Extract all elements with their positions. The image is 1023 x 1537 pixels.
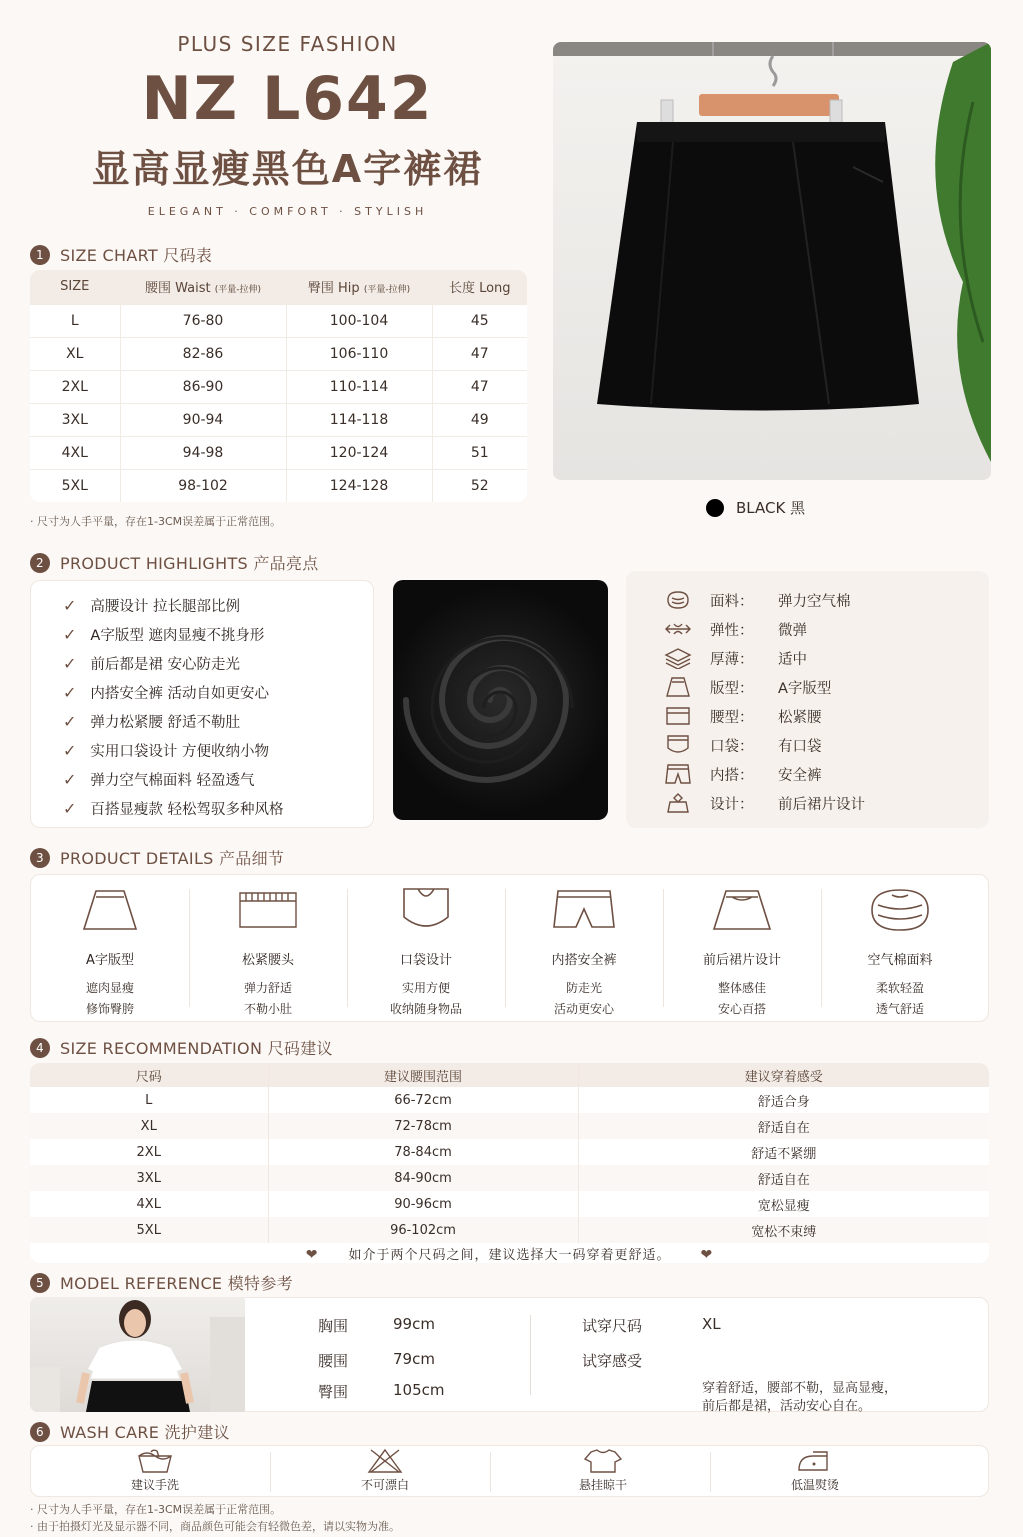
section-title-text: PRODUCT DETAILS 产品细节	[60, 849, 285, 868]
spec-key: 弹性：	[710, 622, 754, 639]
detail-title: A字版型	[86, 953, 134, 968]
air-cotton-icon	[868, 885, 932, 935]
table-cell: 2XL	[136, 1144, 161, 1160]
wash-label: 低温熨烫	[790, 1478, 839, 1492]
detail-line2: 不勒小肚	[243, 1002, 292, 1016]
detail-safety-shorts	[505, 885, 663, 1016]
color-swatch	[706, 499, 724, 517]
model-hip-value: 105cm	[393, 1381, 445, 1399]
wash-hang-dry	[483, 1446, 723, 1496]
table-row	[30, 1217, 989, 1243]
wash-label: 不可漂白	[360, 1478, 409, 1492]
section-recommendation-title	[30, 1036, 333, 1059]
product-photo	[553, 42, 991, 480]
color-label-text: BLACK 黑	[736, 499, 806, 517]
model-waist-key: 腰围	[318, 1352, 349, 1370]
table-row	[30, 1087, 989, 1113]
layers-icon	[664, 647, 692, 669]
highlights-card	[30, 580, 374, 828]
table-row	[30, 436, 527, 469]
detail-line2: 修饰臀胯	[85, 1002, 134, 1016]
detail-line1: 弹力舒适	[243, 981, 292, 995]
heart-icon: ❤	[305, 1247, 319, 1263]
table-cell: 66-72cm	[268, 1087, 578, 1113]
size-chart-table	[30, 270, 527, 502]
section-title-text: PRODUCT HIGHLIGHTS 产品亮点	[60, 554, 319, 573]
detail-title: 内搭安全裤	[551, 953, 617, 968]
detail-line2: 透气舒适	[875, 1002, 924, 1016]
model-feel-line2: 前后都是裙，活动安心自在。	[702, 1399, 872, 1414]
section-size-chart-title	[30, 243, 212, 266]
wash-no-bleach	[265, 1446, 505, 1496]
col-header-feel: 建议穿着感受	[578, 1063, 989, 1087]
size-note: · 尺寸为人手平量，存在1-3CM误差属于正常范围。	[30, 515, 282, 528]
table-row	[30, 337, 527, 370]
table-cell: 47	[432, 370, 527, 403]
skirt-panel-icon	[710, 885, 774, 935]
spec-value: 前后裙片设计	[778, 796, 865, 813]
fabric-icon	[664, 589, 692, 611]
spec-key: 腰型：	[710, 709, 754, 726]
model-illustration	[30, 1297, 245, 1412]
table-cell: XL	[30, 337, 120, 370]
spec-value: 微弹	[778, 622, 807, 639]
model-bust-value: 99cm	[393, 1315, 435, 1333]
highlight-item	[63, 740, 269, 761]
spec-value: 弹力空气棉	[778, 593, 851, 610]
highlight-item	[63, 711, 240, 732]
no-bleach-icon	[365, 1448, 405, 1474]
col-header-hip-note: (平量-拉伸)	[363, 285, 411, 296]
table-cell: 舒适不紧绷	[578, 1139, 989, 1165]
low-iron-icon	[795, 1448, 835, 1474]
table-cell: 3XL	[30, 403, 120, 436]
spec-card	[626, 571, 989, 828]
col-header-size: SIZE	[30, 270, 120, 304]
highlight-text: 内搭安全裤 活动自如更安心	[90, 686, 270, 702]
table-cell: XL	[30, 1113, 268, 1139]
highlight-item	[63, 769, 255, 790]
highlight-text: 百搭显瘦款 轻松驾驭多种风格	[90, 802, 284, 818]
detail-a-line	[31, 885, 189, 1016]
table-cell: 78-84cm	[268, 1139, 578, 1165]
spec-row-stretch	[664, 618, 807, 640]
table-header-row	[30, 270, 527, 304]
table-cell: 100-104	[286, 304, 432, 337]
detail-line1: 实用方便	[401, 981, 450, 995]
section-number: 3	[30, 848, 50, 868]
pocket-icon	[664, 734, 692, 756]
detail-air-cotton	[821, 885, 979, 1016]
col-header-waist-note: (平量-拉伸)	[214, 285, 262, 296]
detail-line1: 遮肉显瘦	[85, 981, 134, 995]
table-cell: 4XL	[30, 436, 120, 469]
spec-row-fit	[664, 676, 831, 698]
heart-icon: ❤	[700, 1247, 714, 1263]
stretch-icon	[664, 618, 692, 640]
detail-line2: 收纳随身物品	[389, 1002, 462, 1016]
table-cell: 110-114	[286, 370, 432, 403]
section-number: 4	[30, 1038, 50, 1058]
section-wash-title	[30, 1420, 230, 1443]
table-cell: 52	[432, 469, 527, 502]
col-header-long: 长度 Long	[432, 270, 527, 304]
highlight-item	[63, 653, 240, 674]
product-title: 显高显瘦黑色A字裤裙	[91, 147, 484, 191]
spec-key: 厚薄：	[710, 651, 754, 668]
color-option	[706, 497, 805, 518]
table-cell: 72-78cm	[268, 1113, 578, 1139]
wash-low-iron	[695, 1446, 935, 1496]
detail-skirt-panel	[663, 885, 821, 1016]
table-cell: 舒适合身	[578, 1087, 989, 1113]
hang-dry-icon	[583, 1448, 623, 1474]
table-row	[30, 1165, 989, 1191]
table-cell: 49	[432, 403, 527, 436]
table-cell: 124-128	[286, 469, 432, 502]
section-model-title	[30, 1271, 293, 1294]
detail-line1: 整体感佳	[717, 981, 766, 995]
table-cell: 45	[432, 304, 527, 337]
table-cell: 84-90cm	[268, 1165, 578, 1191]
detail-title: 前后裙片设计	[702, 953, 781, 968]
table-cell: 94-98	[120, 436, 286, 469]
shorts-icon	[664, 763, 692, 785]
section-title-text: SIZE RECOMMENDATION 尺码建议	[60, 1039, 333, 1058]
spec-key: 版型：	[710, 680, 754, 697]
recommendation-table	[30, 1063, 989, 1243]
divider	[530, 1315, 531, 1395]
table-cell: 82-86	[120, 337, 286, 370]
recommendation-table-card	[30, 1063, 989, 1263]
spec-row-lining	[664, 763, 822, 785]
highlight-text: 前后都是裙 安心防走光	[90, 657, 241, 673]
table-cell: 47	[432, 337, 527, 370]
brand-kicker: PLUS SIZE FASHION	[177, 32, 398, 56]
highlight-text: 弹力空气棉面料 轻盈透气	[90, 773, 255, 789]
model-hip-key: 臀围	[318, 1383, 349, 1401]
col-header-size: 尺码	[30, 1063, 268, 1087]
section-number: 2	[30, 553, 50, 573]
table-cell: 120-124	[286, 436, 432, 469]
section-highlights-title	[30, 551, 319, 574]
table-cell: 舒适自在	[578, 1113, 989, 1139]
check-icon: ✓	[63, 770, 77, 789]
table-row	[30, 403, 527, 436]
table-cell: 3XL	[30, 1165, 268, 1191]
check-icon: ✓	[63, 683, 77, 702]
spec-value: 有口袋	[778, 738, 822, 755]
waistband-icon	[664, 705, 692, 727]
highlight-item	[63, 798, 284, 819]
highlight-text: A字版型 遮肉显瘦不挑身形	[90, 628, 265, 644]
section-title-text: WASH CARE 洗护建议	[60, 1423, 230, 1442]
col-header-waist	[120, 270, 286, 304]
model-feel-key: 试穿感受	[582, 1352, 643, 1370]
table-cell: 114-118	[286, 403, 432, 436]
table-row	[30, 304, 527, 337]
section-number: 5	[30, 1273, 50, 1293]
highlight-text: 高腰设计 拉长腿部比例	[90, 599, 241, 615]
section-details-title	[30, 846, 284, 869]
col-header-waist-range: 建议腰围范围	[268, 1063, 578, 1087]
table-cell: 5XL	[30, 1217, 268, 1243]
table-cell: 98-102	[120, 469, 286, 502]
highlight-text: 实用口袋设计 方便收纳小物	[90, 744, 270, 760]
table-cell: 90-94	[120, 403, 286, 436]
col-header-hip	[286, 270, 432, 304]
design-icon	[664, 792, 692, 814]
model-bust-key: 胸围	[318, 1317, 349, 1335]
skirt-illustration	[553, 42, 991, 480]
highlight-text: 弹力松紧腰 舒适不勒肚	[90, 715, 241, 731]
table-cell: 106-110	[286, 337, 432, 370]
table-cell: 宽松显瘦	[578, 1191, 989, 1217]
wash-label: 悬挂晾干	[578, 1478, 627, 1492]
tagline: ELEGANT · COMFORT · STYLISH	[147, 205, 428, 218]
spec-key: 设计：	[710, 796, 754, 813]
wash-hand	[35, 1446, 275, 1496]
detail-title: 松紧腰头	[241, 953, 294, 968]
wash-label: 建议手洗	[130, 1478, 179, 1492]
section-number: 1	[30, 245, 50, 265]
spec-key: 口袋：	[710, 738, 754, 755]
table-cell: L	[145, 1092, 153, 1108]
table-cell: 86-90	[120, 370, 286, 403]
highlight-item	[63, 624, 264, 645]
highlight-item	[63, 595, 240, 616]
table-row	[30, 1113, 989, 1139]
check-icon: ✓	[63, 799, 77, 818]
table-cell: 舒适自在	[578, 1165, 989, 1191]
fabric-closeup-photo	[393, 580, 608, 820]
spec-row-design	[664, 792, 865, 814]
col-header-hip-label: 臀围 Hip	[307, 281, 360, 297]
section-number: 6	[30, 1422, 50, 1442]
recommendation-tip	[30, 1244, 989, 1263]
check-icon: ✓	[63, 596, 77, 615]
detail-line1: 柔软轻盈	[875, 981, 924, 995]
check-icon: ✓	[63, 712, 77, 731]
spec-row-fabric	[664, 589, 851, 611]
spec-row-pocket	[664, 734, 822, 756]
check-icon: ✓	[63, 741, 77, 760]
table-cell: 2XL	[30, 370, 120, 403]
model-size-value: XL	[702, 1315, 721, 1333]
table-row	[30, 370, 527, 403]
spec-value: 安全裤	[778, 767, 822, 784]
table-cell: 76-80	[120, 304, 286, 337]
detail-elastic-waist	[189, 885, 347, 1016]
details-card	[30, 874, 989, 1022]
a-line-icon	[664, 676, 692, 698]
spec-key: 面料：	[710, 593, 754, 610]
detail-pocket	[347, 885, 505, 1016]
spec-value: A字版型	[778, 680, 832, 697]
table-header-row	[30, 1063, 989, 1087]
spec-value: 松紧腰	[778, 709, 822, 726]
section-title-text: MODEL REFERENCE 模特参考	[60, 1274, 293, 1293]
model-feel-line1: 穿着舒适，腰部不勒，显高显瘦，	[702, 1381, 898, 1396]
spec-value: 适中	[778, 651, 807, 668]
spec-row-thickness	[664, 647, 807, 669]
hand-wash-icon	[135, 1448, 175, 1474]
table-cell: L	[30, 304, 120, 337]
highlight-item	[63, 682, 269, 703]
detail-line2: 安心百搭	[717, 1002, 766, 1016]
table-cell: 4XL	[136, 1196, 161, 1212]
table-row	[30, 1139, 989, 1165]
footer-note-1: · 尺寸为人手平量，存在1-3CM误差属于正常范围。	[30, 1503, 282, 1516]
spec-key: 内搭：	[710, 767, 754, 784]
col-header-waist-label: 腰围 Waist	[144, 281, 211, 297]
table-row	[30, 469, 527, 502]
table-cell: 96-102cm	[268, 1217, 578, 1243]
a-line-skirt-icon	[78, 885, 142, 935]
detail-title: 口袋设计	[399, 953, 452, 968]
table-cell: 90-96cm	[268, 1191, 578, 1217]
model-waist-value: 79cm	[393, 1350, 435, 1368]
footer-note-2: · 由于拍摄灯光及显示器不同，商品颜色可能会有轻微色差，请以实物为准。	[30, 1520, 400, 1533]
model-photo	[30, 1297, 245, 1412]
detail-title: 空气棉面料	[867, 953, 933, 968]
safety-shorts-icon	[552, 885, 616, 935]
check-icon: ✓	[63, 625, 77, 644]
tip-text: 如介于两个尺码之间，建议选择大一码穿着更舒适。	[348, 1248, 671, 1263]
elastic-waist-icon	[236, 885, 300, 935]
table-cell: 51	[432, 436, 527, 469]
table-cell: 宽松不束缚	[578, 1217, 989, 1243]
pocket-design-icon	[394, 885, 458, 935]
section-title-text: SIZE CHART 尺码表	[60, 246, 213, 265]
model-number: NZ L642	[141, 64, 434, 134]
detail-line1: 防走光	[565, 981, 602, 995]
table-cell: 5XL	[30, 469, 120, 502]
fabric-swirl	[393, 580, 608, 820]
spec-row-waist	[664, 705, 822, 727]
detail-line2: 活动更安心	[553, 1002, 614, 1016]
model-size-key: 试穿尺码	[582, 1317, 643, 1335]
check-icon: ✓	[63, 654, 77, 673]
table-row	[30, 1191, 989, 1217]
